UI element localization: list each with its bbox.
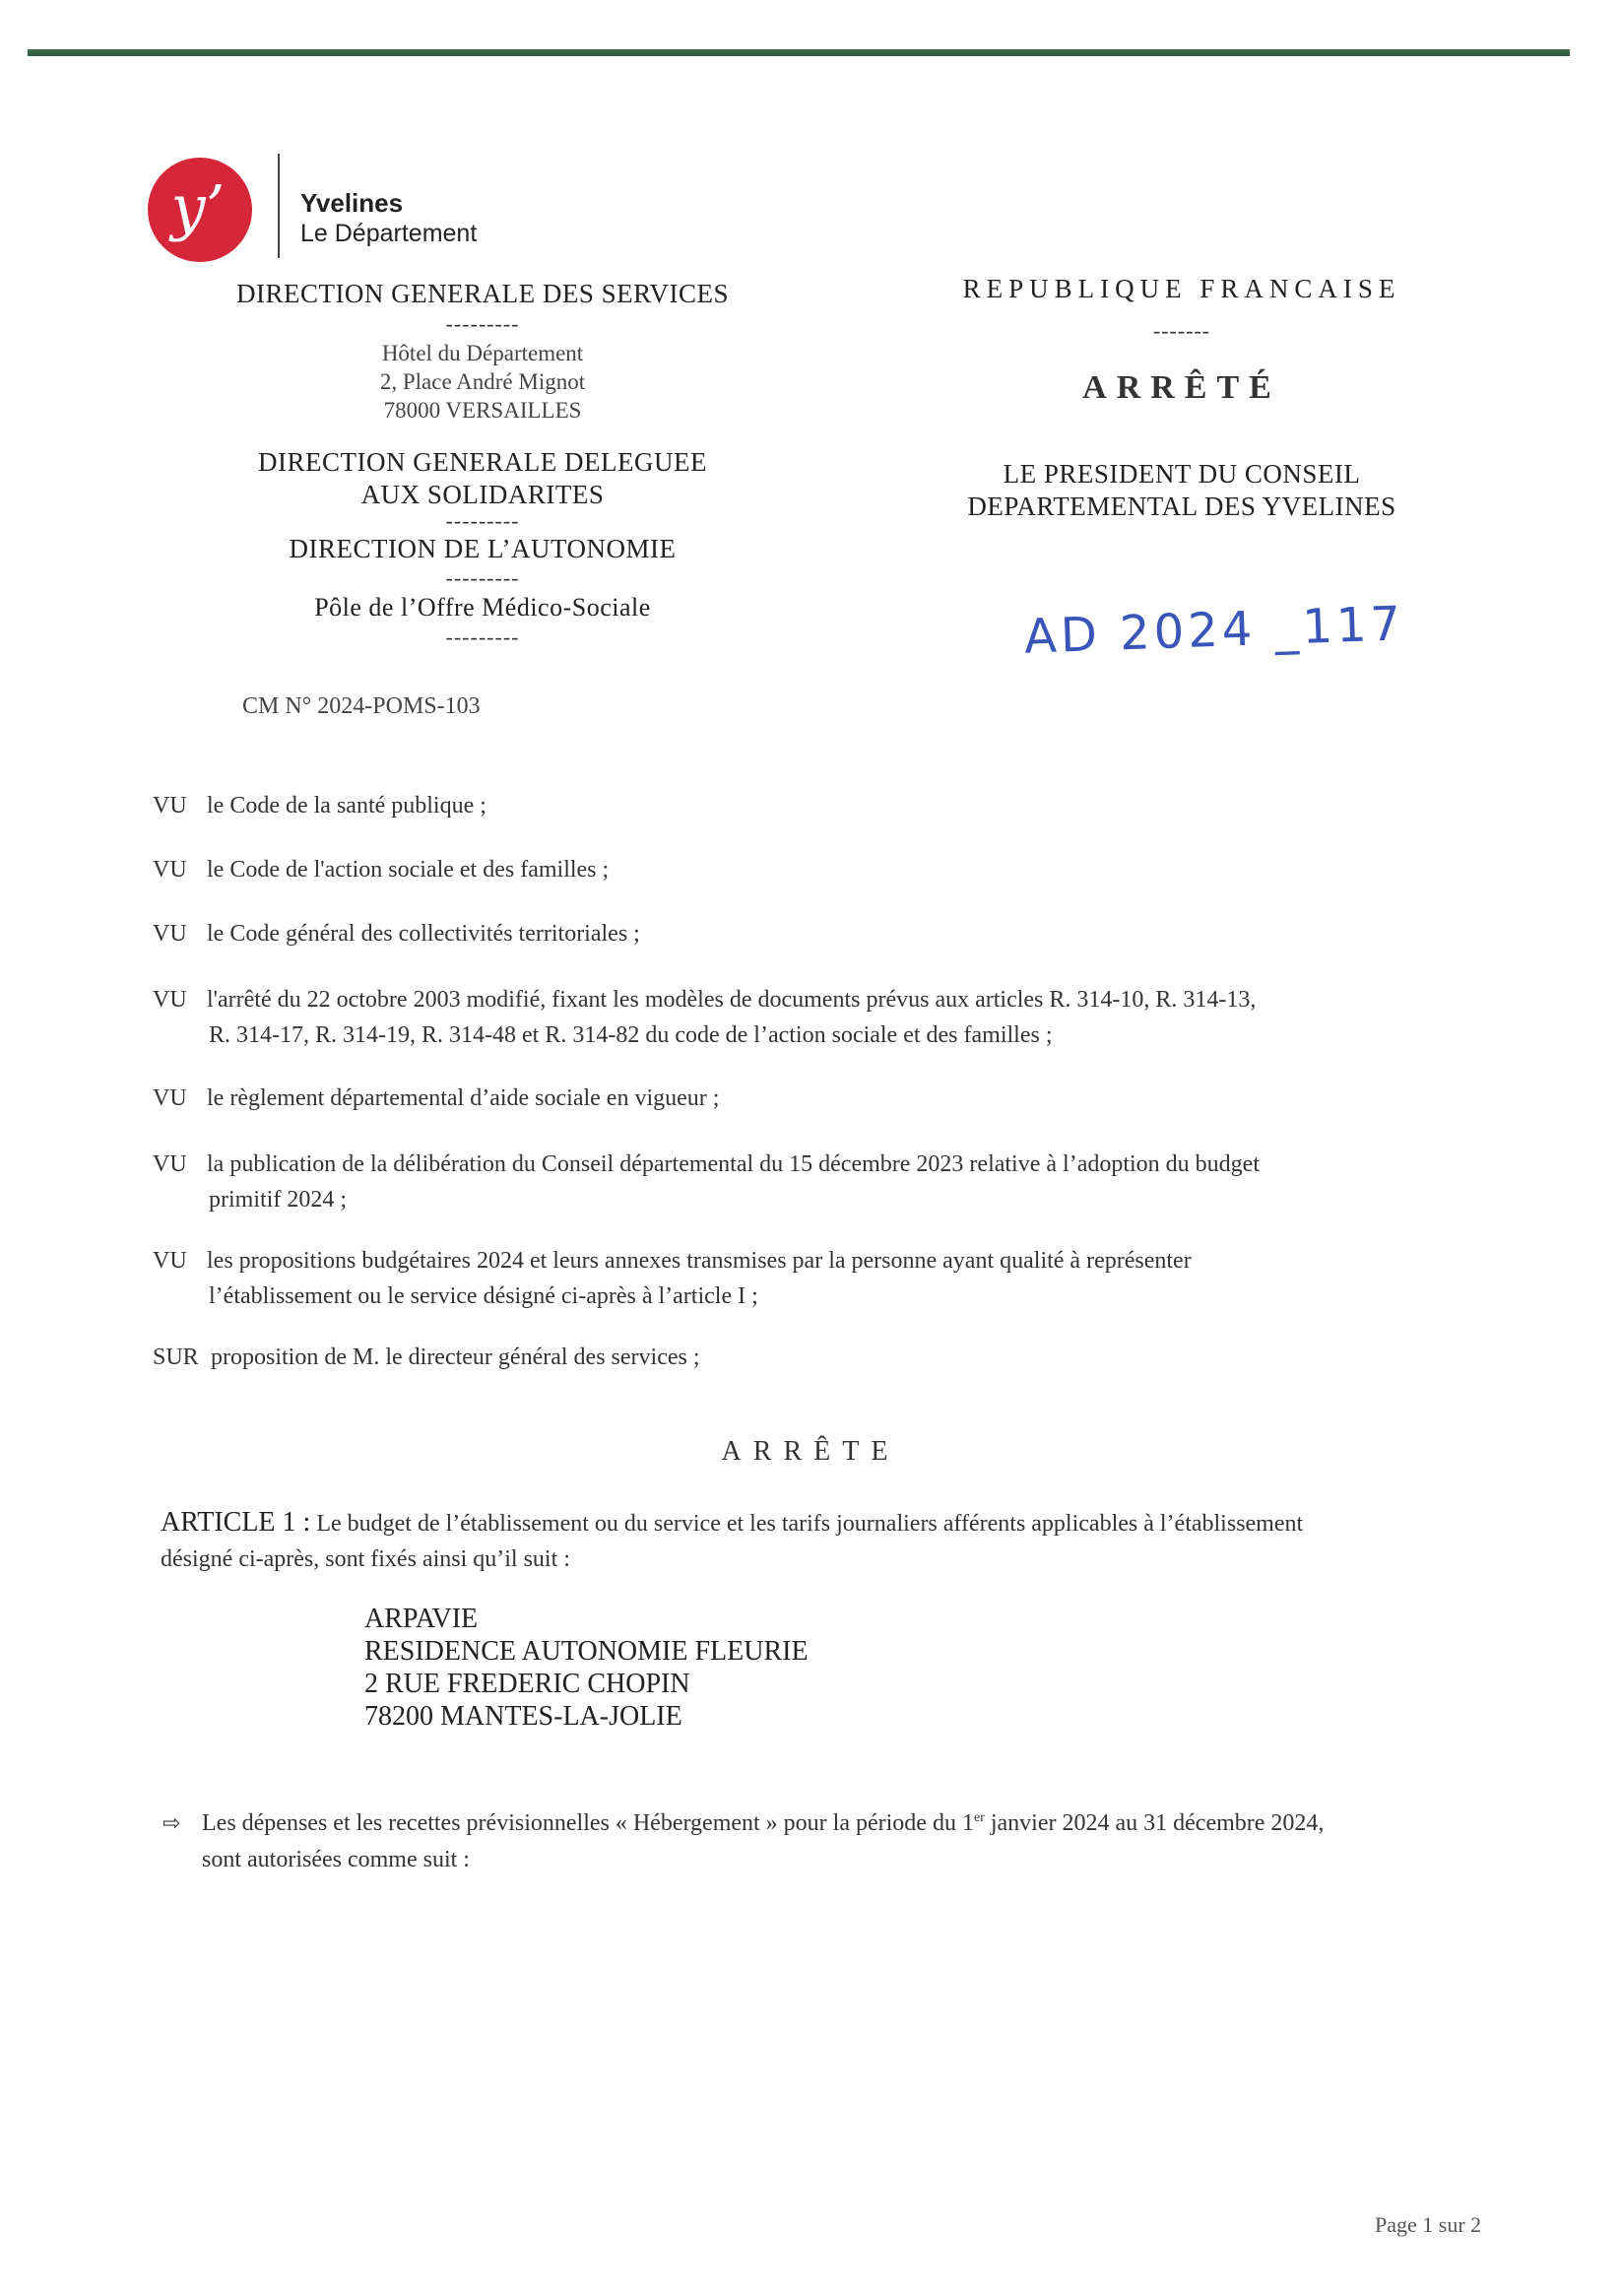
logo-name: Yvelines: [300, 188, 404, 218]
logo-divider: [278, 154, 280, 258]
vu-item: [153, 1243, 1477, 1314]
sur-text: proposition de M. le directeur général des services ;: [211, 1345, 700, 1370]
page-number: Page 1 sur 2: [1375, 2212, 1482, 2237]
paragraph-text: Les dépenses et les recettes prévisionnelles « Hébergement » pour la période du 1: [202, 1810, 974, 1836]
president-heading: DEPARTEMENTAL DES YVELINES: [967, 492, 1396, 521]
vu-text-continued: primitif 2024 ;: [209, 1187, 347, 1213]
logo-text: [300, 187, 477, 248]
vu-item: [153, 1081, 719, 1116]
handwritten-reference: AD 2024 _117: [1023, 596, 1405, 665]
separator: ---------: [445, 624, 520, 649]
vu-item: [153, 788, 486, 823]
logo-glyph: y’: [170, 171, 226, 243]
article-text: Le budget de l’établissement ou du service et les tarifs journaliers afférents applicables à l’établissement: [316, 1511, 1304, 1537]
vu-text: le règlement départemental d’aide sociale en vigueur ;: [207, 1085, 720, 1111]
address-line: RESIDENCE AUTONOMIE FLEURIE: [364, 1636, 809, 1667]
pole-heading: Pôle de l’Offre Médico-Sociale: [314, 593, 651, 622]
address-line: 2 RUE FREDERIC CHOPIN: [364, 1669, 690, 1699]
address-line: 78200 MANTES-LA-JOLIE: [364, 1701, 682, 1732]
left-header: [167, 279, 798, 649]
budget-paragraph: [162, 1801, 1482, 1877]
republique-heading: REPUBLIQUE FRANCAISE: [962, 274, 1401, 303]
vu-text: le Code de l'action sociale et des familles ;: [207, 857, 610, 883]
address-line: ARPAVIE: [364, 1604, 479, 1634]
article-label: ARTICLE 1 :: [161, 1507, 311, 1538]
address-line: 2, Place André Mignot: [379, 369, 586, 394]
arrete-title: ARRÊTÉ: [1082, 369, 1281, 406]
separator: ---------: [445, 311, 520, 336]
right-header: [867, 274, 1497, 523]
article-text-continued: désigné ci-après, sont fixés ainsi qu’il suit :: [161, 1546, 570, 1572]
vu-keyword: VU: [153, 793, 187, 819]
article-1: [161, 1505, 1475, 1577]
vu-text-continued: l’établissement ou le service désigné ci-après à l’article I ;: [209, 1283, 758, 1309]
dgs-heading: DIRECTION GENERALE DES SERVICES: [235, 279, 730, 308]
vu-text: la publication de la délibération du Conseil départemental du 15 décembre 2023 relative à l’adoption du budget: [207, 1151, 1260, 1177]
arrow-right-icon: ⇨: [162, 1811, 181, 1836]
vu-keyword: VU: [153, 921, 187, 947]
vu-text: le Code de la santé publique ;: [207, 793, 486, 819]
yvelines-logo-icon: [146, 156, 254, 264]
paragraph-text-continued: sont autorisées comme suit :: [202, 1847, 470, 1872]
dgd-heading: AUX SOLIDARITES: [360, 480, 605, 509]
separator: ---------: [445, 565, 520, 590]
sur-keyword: SUR: [153, 1345, 199, 1370]
logo-subtitle: Le Département: [300, 220, 478, 247]
president-heading: LE PRESIDENT DU CONSEIL: [1003, 459, 1361, 489]
separator: ---------: [445, 508, 520, 533]
address-line: Hôtel du Département: [381, 341, 584, 365]
vu-keyword: VU: [153, 1151, 187, 1177]
cm-number: CM N° 2024-POMS-103: [242, 693, 481, 719]
vu-text: les propositions budgétaires 2024 et leurs annexes transmises par la personne ayant qualité à représenter: [207, 1248, 1192, 1274]
vu-keyword: VU: [153, 857, 187, 883]
vu-text: le Code général des collectivités territoriales ;: [207, 921, 640, 947]
vu-keyword: VU: [153, 987, 187, 1013]
vu-item: [153, 1147, 1477, 1217]
vu-text-continued: R. 314-17, R. 314-19, R. 314-48 et R. 314-82 du code de l’action sociale et des familles ;: [209, 1022, 1053, 1048]
sur-item: [153, 1340, 700, 1375]
autonomie-heading: DIRECTION DE L’AUTONOMIE: [289, 534, 677, 563]
vu-item: [153, 916, 640, 951]
dgd-heading: DIRECTION GENERALE DELEGUEE: [258, 447, 707, 477]
vu-item: [153, 852, 609, 887]
vu-keyword: VU: [153, 1248, 187, 1274]
establishment-address: [364, 1603, 809, 1733]
top-rule: [28, 49, 1570, 56]
address-line: 78000 VERSAILLES: [383, 398, 582, 423]
arrete-heading: ARRÊTE: [721, 1436, 900, 1467]
vu-text: l'arrêté du 22 octobre 2003 modifié, fixant les modèles de documents prévus aux articles R. 314-10, R. 314-13,: [207, 987, 1257, 1013]
superscript: er: [973, 1810, 985, 1825]
separator: -------: [1152, 318, 1211, 343]
vu-keyword: VU: [153, 1085, 187, 1111]
paragraph-text: janvier 2024 au 31 décembre 2024,: [984, 1810, 1325, 1836]
vu-item: [153, 982, 1477, 1053]
